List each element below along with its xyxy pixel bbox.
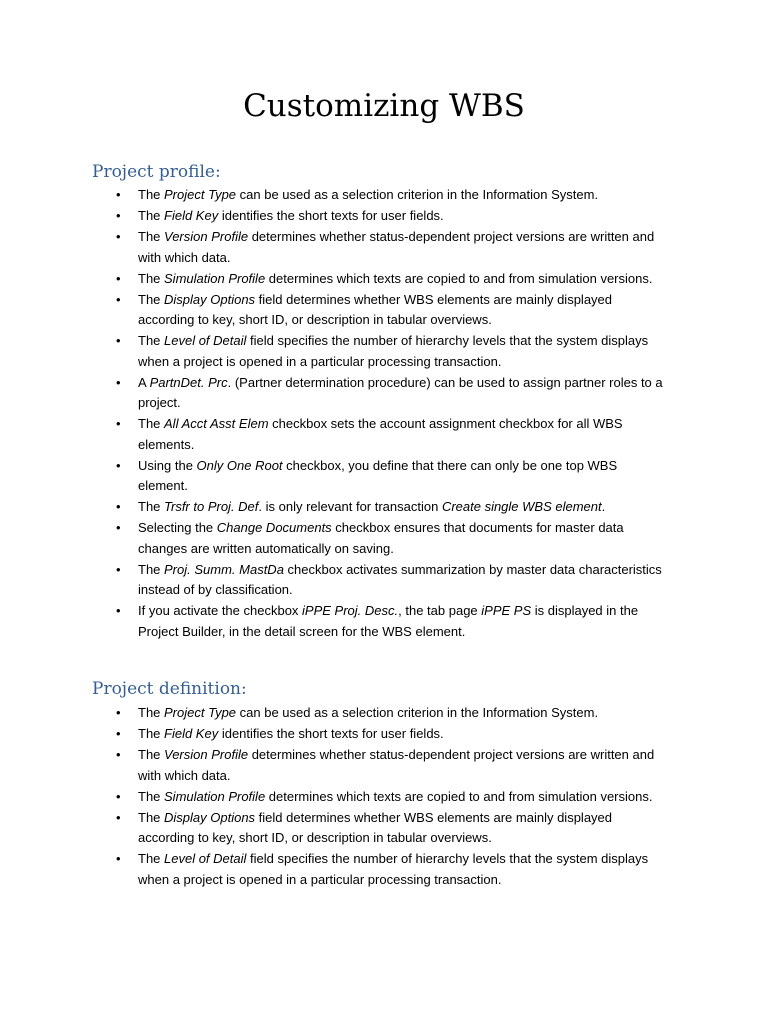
- field-name-italic: Level of Detail: [164, 333, 247, 348]
- list-item-text: can be used as a selection criterion in the Information System.: [236, 705, 599, 720]
- list-item-text: The: [138, 416, 165, 431]
- list-item: [0, 185, 668, 206]
- list-item: [0, 331, 668, 372]
- bullet-icon: •: [116, 333, 121, 348]
- list-item-text: determines which texts are copied to and from simulation versions.: [265, 270, 653, 286]
- section-heading-project-profile: Project profile:: [92, 162, 221, 182]
- list-item-text: can be used as a selection criterion in the Information System.: [236, 187, 599, 202]
- list-item-text: field specifies the number of hierarchy levels that the system displays when a project is opened in a particular processing transaction.: [138, 851, 649, 887]
- field-name-italic: PartnDet. Prc: [149, 374, 228, 390]
- list-item-text: The: [138, 747, 165, 762]
- list-item-text: The: [138, 726, 165, 741]
- field-name-italic: Simulation Profile: [164, 788, 266, 804]
- list-item-text: checkbox sets the account assignment checkbox for all WBS elements.: [138, 416, 623, 452]
- list-item: [0, 456, 668, 497]
- field-name-italic: All Acct Asst Elem: [164, 416, 269, 431]
- list-item-text: . is only relevant for transaction: [258, 499, 442, 514]
- list-item: [0, 808, 668, 849]
- field-name-italic: Level of Detail: [164, 851, 247, 866]
- bullet-icon: •: [116, 603, 121, 618]
- list-item-text: , the tab page: [398, 603, 482, 618]
- list-item-text: The: [138, 851, 165, 866]
- bullet-icon: •: [116, 520, 121, 535]
- list-item-text: The: [138, 561, 165, 577]
- field-name-italic: iPPE Proj. Desc.: [302, 603, 399, 618]
- list-item: [0, 206, 668, 227]
- list-item: [0, 373, 668, 414]
- field-name-italic: Version Profile: [164, 747, 249, 762]
- list-item: [0, 745, 668, 786]
- field-name-italic: Only One Root: [196, 457, 283, 473]
- project-profile-list: [0, 185, 768, 643]
- field-name-italic: Create single WBS element: [441, 499, 602, 514]
- list-item-text: The: [138, 333, 165, 348]
- list-item: [0, 849, 668, 890]
- list-item: [0, 724, 668, 745]
- list-item: [0, 703, 668, 724]
- list-item: [0, 560, 668, 601]
- list-item: [0, 290, 668, 331]
- list-item-text: field determines whether WBS elements are mainly displayed according to key, short ID, or description in tabular overviews.: [138, 809, 613, 845]
- bullet-icon: •: [116, 726, 121, 741]
- bullet-icon: •: [116, 851, 121, 866]
- field-name-italic: Field Key: [164, 726, 219, 741]
- list-item-text: Using the: [138, 457, 197, 473]
- list-item-text: The: [138, 229, 165, 244]
- bullet-icon: •: [116, 229, 121, 244]
- field-name-italic: Project Type: [164, 187, 237, 202]
- field-name-italic: Display Options: [164, 291, 256, 307]
- list-item: [0, 414, 668, 455]
- list-item-text: The: [138, 270, 165, 286]
- field-name-italic: Simulation Profile: [164, 270, 266, 286]
- list-item: [0, 601, 668, 642]
- bullet-icon: •: [116, 788, 121, 804]
- list-item-text: . (Partner determination procedure) can be used to assign partner roles to a project.: [138, 374, 663, 410]
- field-name-italic: Project Type: [164, 705, 237, 720]
- list-item-text: If you activate the checkbox: [138, 603, 303, 618]
- list-item-text: The: [138, 499, 165, 514]
- field-name-italic: Display Options: [164, 809, 256, 825]
- list-item-text: The: [138, 788, 165, 804]
- list-item-text: The: [138, 291, 165, 307]
- list-item: [0, 227, 668, 268]
- bullet-icon: •: [116, 374, 121, 390]
- list-item-text: identifies the short texts for user fields.: [218, 208, 444, 223]
- section-heading-project-definition: Project definition:: [92, 679, 247, 699]
- field-name-italic: Change Documents: [216, 520, 332, 535]
- list-item-text: The: [138, 187, 165, 202]
- document-title: Customizing WBS: [243, 88, 525, 124]
- list-item: [0, 497, 668, 518]
- bullet-icon: •: [116, 747, 121, 762]
- list-item-text: The: [138, 208, 165, 223]
- list-item-text: The: [138, 705, 165, 720]
- list-item-text: The: [138, 809, 165, 825]
- bullet-icon: •: [116, 705, 121, 720]
- list-item-text: checkbox ensures that documents for master data changes are written automatically on saving.: [138, 520, 624, 556]
- list-item-text: is displayed in the Project Builder, in the detail screen for the WBS element.: [138, 603, 639, 639]
- bullet-icon: •: [116, 809, 121, 825]
- list-item-text: field specifies the number of hierarchy levels that the system displays when a project is opened in a particular processing transaction.: [138, 333, 649, 369]
- list-item-text: A: [138, 374, 150, 390]
- list-item-text: determines whether status-dependent project versions are written and with which data.: [138, 747, 655, 783]
- list-item-text: field determines whether WBS elements are mainly displayed according to key, short ID, or description in tabular overviews.: [138, 291, 613, 327]
- bullet-icon: •: [116, 291, 121, 307]
- list-item: [0, 518, 668, 559]
- field-name-italic: Trsfr to Proj. Def: [164, 499, 259, 514]
- list-item: [0, 269, 668, 290]
- bullet-icon: •: [116, 561, 121, 577]
- bullet-icon: •: [116, 499, 121, 514]
- list-item-text: determines which texts are copied to and from simulation versions.: [265, 788, 653, 804]
- bullet-icon: •: [116, 187, 121, 202]
- list-item-text: .: [601, 499, 606, 514]
- list-item-text: determines whether status-dependent project versions are written and with which data.: [138, 229, 655, 265]
- bullet-icon: •: [116, 416, 121, 431]
- field-name-italic: Version Profile: [164, 229, 249, 244]
- bullet-icon: •: [116, 270, 121, 286]
- field-name-italic: iPPE PS: [481, 603, 532, 618]
- list-item-text: checkbox, you define that there can only be one top WBS element.: [138, 457, 618, 493]
- bullet-icon: •: [116, 457, 121, 473]
- list-item-text: identifies the short texts for user fields.: [218, 726, 444, 741]
- bullet-icon: •: [116, 208, 121, 223]
- field-name-italic: Field Key: [164, 208, 219, 223]
- project-definition-list: [0, 703, 768, 891]
- field-name-italic: Proj. Summ. MastDa: [164, 561, 284, 577]
- list-item-text: checkbox activates summarization by master data characteristics instead of by classification.: [138, 561, 662, 597]
- list-item: [0, 787, 668, 808]
- list-item-text: Selecting the: [138, 520, 217, 535]
